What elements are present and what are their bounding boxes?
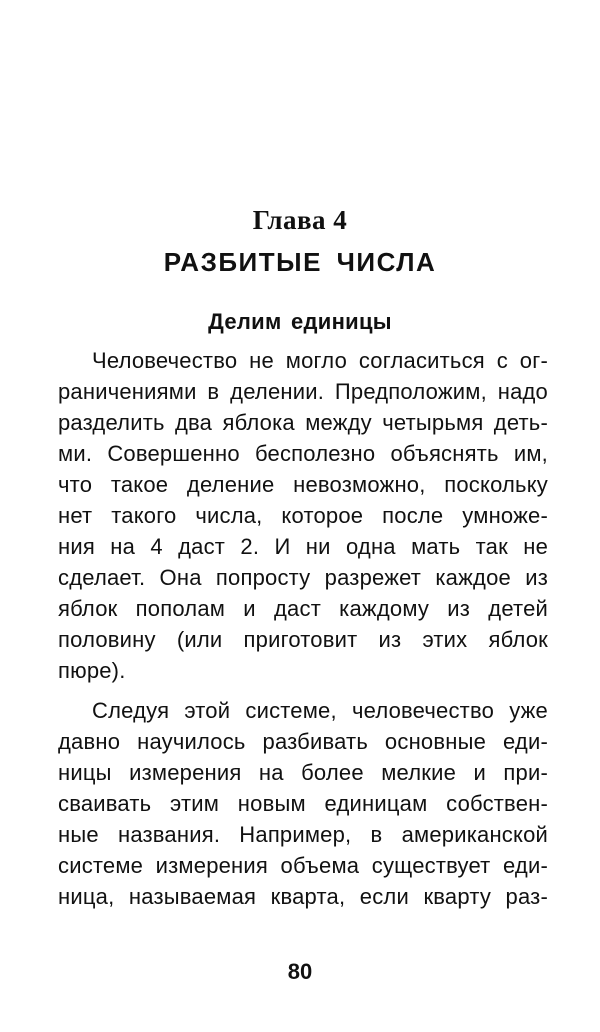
chapter-heading: Глава 4 [252,205,348,235]
chapter-title: РАЗБИТЫЕ ЧИСЛА [163,247,437,277]
text-line: раничениями в делении. Предположим, надо [58,379,548,404]
text-line: Человечество не могло согласиться с ог- [92,348,548,373]
text-line: ния на 4 даст 2. И ни одна мать так не [58,534,548,559]
text-line: сделает. Она попросту разрежет каждое из [58,565,548,590]
page-number: 80 [287,959,313,984]
text-line: нет такого числа, которое после умноже- [58,503,548,528]
text-line: системе измерения объема существует еди- [58,853,548,878]
section-title: Делим единицы [208,309,392,334]
text-line: ница, называемая кварта, если кварту раз- [58,884,548,909]
paragraph-gap [58,686,548,695]
text-line: половину (или приготовит из этих яблок [58,627,548,652]
text-line: ми. Совершенно бесполезно объяснять им, [58,441,548,466]
text-line: сваивать этим новым единицам собствен- [58,791,548,816]
text-line: что такое деление невозможно, поскольку [58,472,548,497]
text-line: пюре). [58,658,126,683]
text-line: ные названия. Например, в американской [58,822,548,847]
text-line: ницы измерения на более мелкие и при- [58,760,548,785]
body-text [58,345,548,912]
text-line: яблок пополам и даст каждому из детей [58,596,548,621]
text-line: разделить два яблока между четырьмя деть- [58,410,548,435]
text-line: давно научилось разбивать основные еди- [58,729,548,754]
text-line: Следуя этой системе, человечество уже [92,698,548,723]
